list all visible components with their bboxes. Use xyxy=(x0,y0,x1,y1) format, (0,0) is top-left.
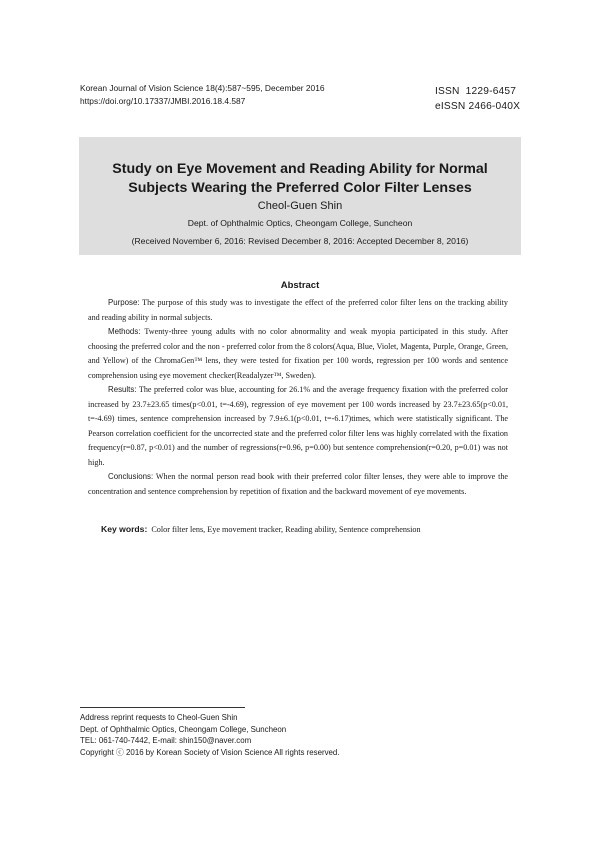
author-affiliation: Dept. of Ophthalmic Optics, Cheongam College, Suncheon xyxy=(187,218,413,228)
abstract-purpose xyxy=(88,296,508,325)
contact-info: TEL: 061-740-7442, E-mail: shin150@naver.com xyxy=(80,736,252,746)
issn-block xyxy=(435,84,520,114)
abstract-body xyxy=(88,296,508,499)
reprint-request: Address reprint requests to Cheol-Guen Shin xyxy=(80,713,238,722)
journal-header xyxy=(80,82,325,108)
title-box xyxy=(79,137,521,255)
abstract-methods xyxy=(88,325,508,383)
results-text: The preferred color was blue, accounting for 26.1% and the average frequency fixation with the preferred color increased by 23.7±23.65 times(p<0.01, t=-4.69), regression of eye movement per 100 words increased by 23.7±23.65(p<0.01, t=-4.69) times, sentence comprehension increased by 7.9±6.1(p<0.01, t=-6.17)times, which were statistically significant. The Pearson correlation coefficient for the uncorrected state and the preferred color filter lens was highly correlated with the fixation frequency(r=0.87, p<0.01) and the number of regressions(r=0.96, p=0.00) but sentence comprehension(r=0.20, p=0.01) was not high. xyxy=(88,385,508,467)
author-name: Cheol-Guen Shin xyxy=(257,200,343,212)
issn: ISSN 1229-6457 xyxy=(435,86,517,97)
journal-citation: Korean Journal of Vision Science 18(4):587~595, December 2016 xyxy=(80,83,325,93)
keywords-label: Key words: xyxy=(101,524,148,534)
correspondence-footnote xyxy=(80,712,340,758)
doi-link[interactable]: https://doi.org/10.17337/JMBI.2016.18.4.587 xyxy=(80,96,246,106)
conclusions-label: Conclusions: xyxy=(108,472,154,481)
results-label: Results: xyxy=(108,385,137,394)
abstract-heading: Abstract xyxy=(280,280,320,291)
purpose-text: The purpose of this study was to investigate the effect of the preferred color filter lens on the tracking ability and reading ability in normal subjects. xyxy=(88,298,508,322)
abstract-conclusions xyxy=(88,470,508,499)
copyright: Copyright ⓒ 2016 by Korean Society of Vision Science All rights reserved. xyxy=(80,747,340,757)
eissn: eISSN 2466-040X xyxy=(435,101,521,112)
keywords-text: Color filter lens, Eye movement tracker, Reading ability, Sentence comprehension xyxy=(151,525,421,534)
paper-title xyxy=(79,160,521,197)
methods-label: Methods: xyxy=(108,327,141,336)
footnote-divider xyxy=(80,707,245,708)
received-dates: (Received November 6, 2016: Revised December 8, 2016: Accepted December 8, 2016) xyxy=(131,236,469,246)
paper-title-line-2: Subjects Wearing the Preferred Color Filter Lenses xyxy=(128,179,472,196)
abstract-results xyxy=(88,383,508,470)
keywords xyxy=(101,524,421,534)
conclusions-text: When the normal person read book with their preferred color filter lenses, they were able to improve the concentration and sentence comprehension by repetition of fixation and the backward movement of eye movements. xyxy=(88,472,508,496)
footnote-affiliation: Dept. of Ophthalmic Optics, Cheongam College, Suncheon xyxy=(80,724,287,734)
purpose-label: Purpose: xyxy=(108,298,140,307)
methods-text: Twenty-three young adults with no color abnormality and weak myopia participated in this study. After choosing the preferred color and the non - preferred color from the 8 colors(Aqua, Blue, Violet, Magenta, Purple, Orange, Green, and Yellow) of the ChromaGen™ lens, they were tested for fixation per 100 words, regression per 100 words and sentence comprehension using eye movement checker(Readalyzer™, Sweden). xyxy=(88,327,508,380)
paper-title-line-1: Study on Eye Movement and Reading Ability for Normal xyxy=(112,161,488,177)
